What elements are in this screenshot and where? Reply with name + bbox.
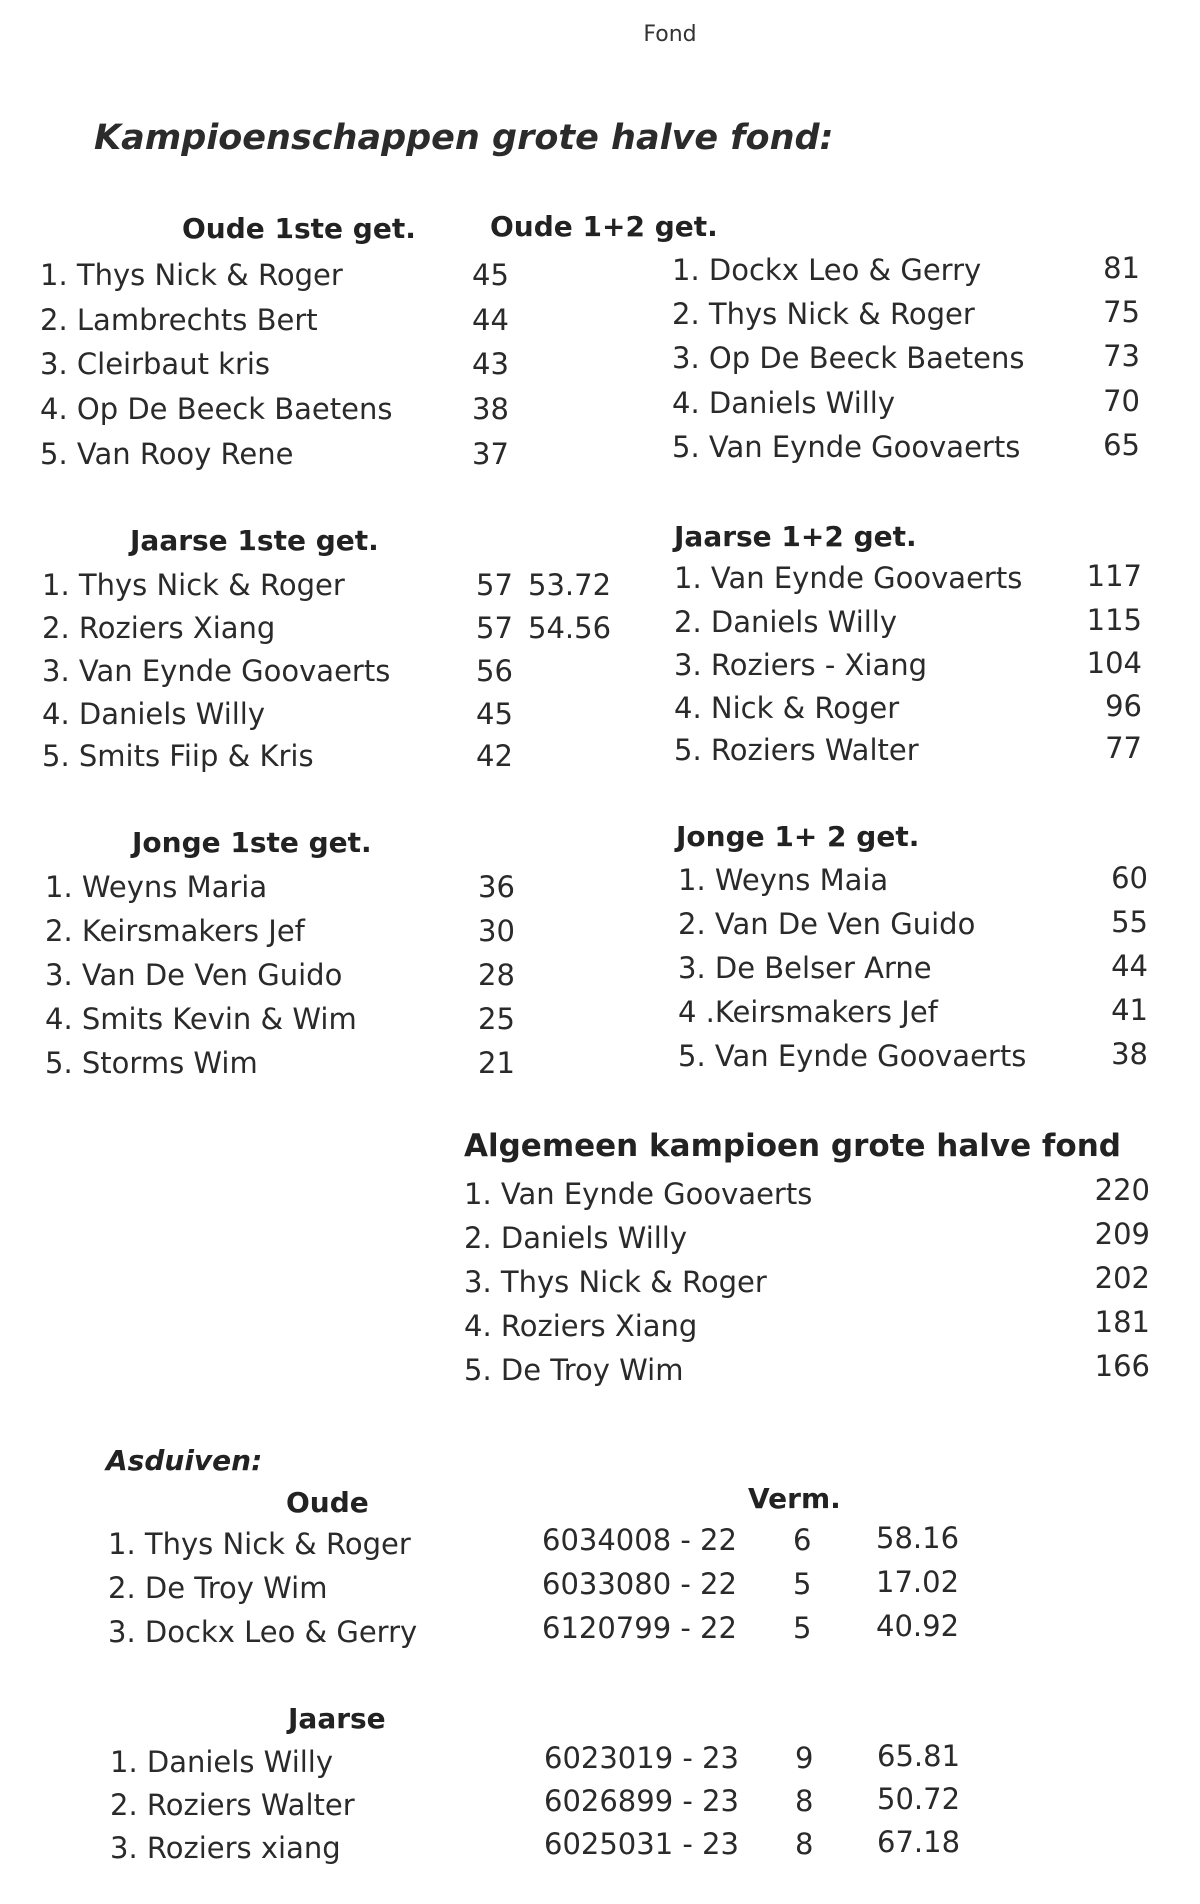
score-extra: 53.72	[528, 568, 612, 602]
list-item: 3. Roziers - Xiang	[674, 648, 928, 682]
score: 70	[1103, 384, 1140, 418]
list-item: 3. Thys Nick & Roger	[464, 1265, 767, 1299]
ring-number: 6025031 - 23	[544, 1827, 739, 1861]
list-item: 4. Nick & Roger	[674, 691, 900, 725]
list-item: 5. Van Eynde Goovaerts	[678, 1039, 1027, 1073]
score: 96	[1105, 689, 1142, 723]
score: 104	[1086, 646, 1142, 680]
score: 181	[1094, 1305, 1150, 1339]
list-item: 2. Roziers Walter	[110, 1788, 355, 1822]
score: 209	[1094, 1217, 1150, 1251]
page-title: Kampioenschappen grote halve fond:	[94, 118, 834, 158]
score-extra: 54.56	[528, 611, 612, 645]
score: 43	[472, 347, 509, 381]
speed-value: 65.81	[877, 1739, 961, 1773]
list-item: 3. Van Eynde Goovaerts	[42, 654, 391, 688]
score: 42	[476, 739, 513, 773]
score: 55	[1111, 905, 1148, 939]
list-item: 1. Thys Nick & Roger	[108, 1527, 411, 1561]
verm-value: 5	[793, 1611, 812, 1645]
score: 202	[1094, 1261, 1150, 1295]
score: 57	[476, 611, 513, 645]
list-item: 3. Op De Beeck Baetens	[672, 341, 1025, 375]
score: 28	[478, 958, 515, 992]
oude-1ste-heading: Oude 1ste get.	[182, 212, 416, 245]
score: 73	[1103, 339, 1140, 373]
speed-value: 17.02	[876, 1565, 960, 1599]
jonge-12-heading: Jonge 1+ 2 get.	[676, 820, 920, 853]
list-item: 4. Daniels Willy	[42, 697, 266, 731]
list-item: 1. Weyns Maia	[678, 863, 889, 897]
list-item: 3. Van De Ven Guido	[45, 958, 343, 992]
list-item: 4. Roziers Xiang	[464, 1309, 698, 1343]
list-item: 2. Daniels Willy	[464, 1221, 688, 1255]
verm-value: 5	[793, 1567, 812, 1601]
list-item: 2. Keirsmakers Jef	[45, 914, 305, 948]
list-item: 1. Daniels Willy	[110, 1745, 334, 1779]
jaarse-1ste-heading: Jaarse 1ste get.	[130, 524, 379, 557]
score: 115	[1086, 603, 1142, 637]
list-item: 2. Thys Nick & Roger	[672, 297, 975, 331]
verm-value: 6	[793, 1523, 812, 1557]
verm-value: 9	[795, 1741, 814, 1775]
list-item: 3. De Belser Arne	[678, 951, 932, 985]
list-item: 5. Roziers Walter	[674, 733, 919, 767]
list-item: 3. Roziers xiang	[110, 1831, 341, 1865]
score: 38	[472, 392, 509, 426]
score: 81	[1103, 251, 1140, 285]
list-item: 5. Van Eynde Goovaerts	[672, 430, 1021, 464]
score: 56	[476, 654, 513, 688]
algemeen-heading: Algemeen kampioen grote halve fond	[464, 1128, 1121, 1164]
score: 44	[1111, 949, 1148, 983]
speed-value: 40.92	[876, 1609, 960, 1643]
speed-value: 58.16	[876, 1521, 960, 1555]
list-item: 4. Smits Kevin & Wim	[45, 1002, 357, 1036]
list-item: 2. Daniels Willy	[674, 605, 898, 639]
score: 36	[478, 870, 515, 904]
ring-number: 6120799 - 22	[542, 1611, 737, 1645]
verm-value: 8	[795, 1784, 814, 1818]
ring-number: 6023019 - 23	[544, 1741, 739, 1775]
jaarse-12-heading: Jaarse 1+2 get.	[674, 520, 917, 553]
list-item: 1. Weyns Maria	[45, 870, 268, 904]
list-item: 3. Dockx Leo & Gerry	[108, 1615, 418, 1649]
list-item: 4 .Keirsmakers Jef	[678, 995, 938, 1029]
jonge-1ste-heading: Jonge 1ste get.	[132, 826, 372, 859]
list-item: 1. Van Eynde Goovaerts	[464, 1177, 813, 1211]
asduiven-heading: Asduiven:	[106, 1444, 263, 1477]
list-item: 2. De Troy Wim	[108, 1571, 328, 1605]
asduiven-oude-heading: Oude	[286, 1486, 369, 1519]
score: 117	[1086, 559, 1142, 593]
score: 77	[1105, 731, 1142, 765]
score: 75	[1103, 295, 1140, 329]
score: 60	[1111, 861, 1148, 895]
ring-number: 6033080 - 22	[542, 1567, 737, 1601]
ring-number: 6026899 - 23	[544, 1784, 739, 1818]
score: 166	[1094, 1349, 1150, 1383]
list-item: 3. Cleirbaut kris	[40, 347, 271, 381]
score: 45	[476, 697, 513, 731]
score: 65	[1103, 428, 1140, 462]
score: 25	[478, 1002, 515, 1036]
list-item: 5. Smits Fiip & Kris	[42, 739, 314, 773]
asduiven-jaarse-heading: Jaarse	[288, 1702, 386, 1735]
verm-heading: Verm.	[748, 1482, 841, 1515]
oude-12-heading: Oude 1+2 get.	[490, 210, 718, 243]
score: 57	[476, 568, 513, 602]
score: 21	[478, 1046, 515, 1080]
list-item: 1. Thys Nick & Roger	[40, 258, 343, 292]
list-item: 4. Daniels Willy	[672, 386, 896, 420]
list-item: 5. De Troy Wim	[464, 1353, 684, 1387]
list-item: 5. Van Rooy Rene	[40, 437, 294, 471]
list-item: 1. Thys Nick & Roger	[42, 568, 345, 602]
score: 41	[1111, 993, 1148, 1027]
ring-number: 6034008 - 22	[542, 1523, 737, 1557]
list-item: 4. Op De Beeck Baetens	[40, 392, 393, 426]
score: 30	[478, 914, 515, 948]
score: 44	[472, 303, 509, 337]
list-item: 1. Dockx Leo & Gerry	[672, 253, 982, 287]
page-header: Fond	[643, 22, 697, 47]
score: 38	[1111, 1037, 1148, 1071]
score: 220	[1094, 1173, 1150, 1207]
list-item: 2. Van De Ven Guido	[678, 907, 976, 941]
score: 37	[472, 437, 509, 471]
verm-value: 8	[795, 1827, 814, 1861]
list-item: 1. Van Eynde Goovaerts	[674, 561, 1023, 595]
score: 45	[472, 258, 509, 292]
list-item: 2. Roziers Xiang	[42, 611, 276, 645]
speed-value: 50.72	[877, 1782, 961, 1816]
speed-value: 67.18	[877, 1825, 961, 1859]
list-item: 5. Storms Wim	[45, 1046, 258, 1080]
list-item: 2. Lambrechts Bert	[40, 303, 318, 337]
